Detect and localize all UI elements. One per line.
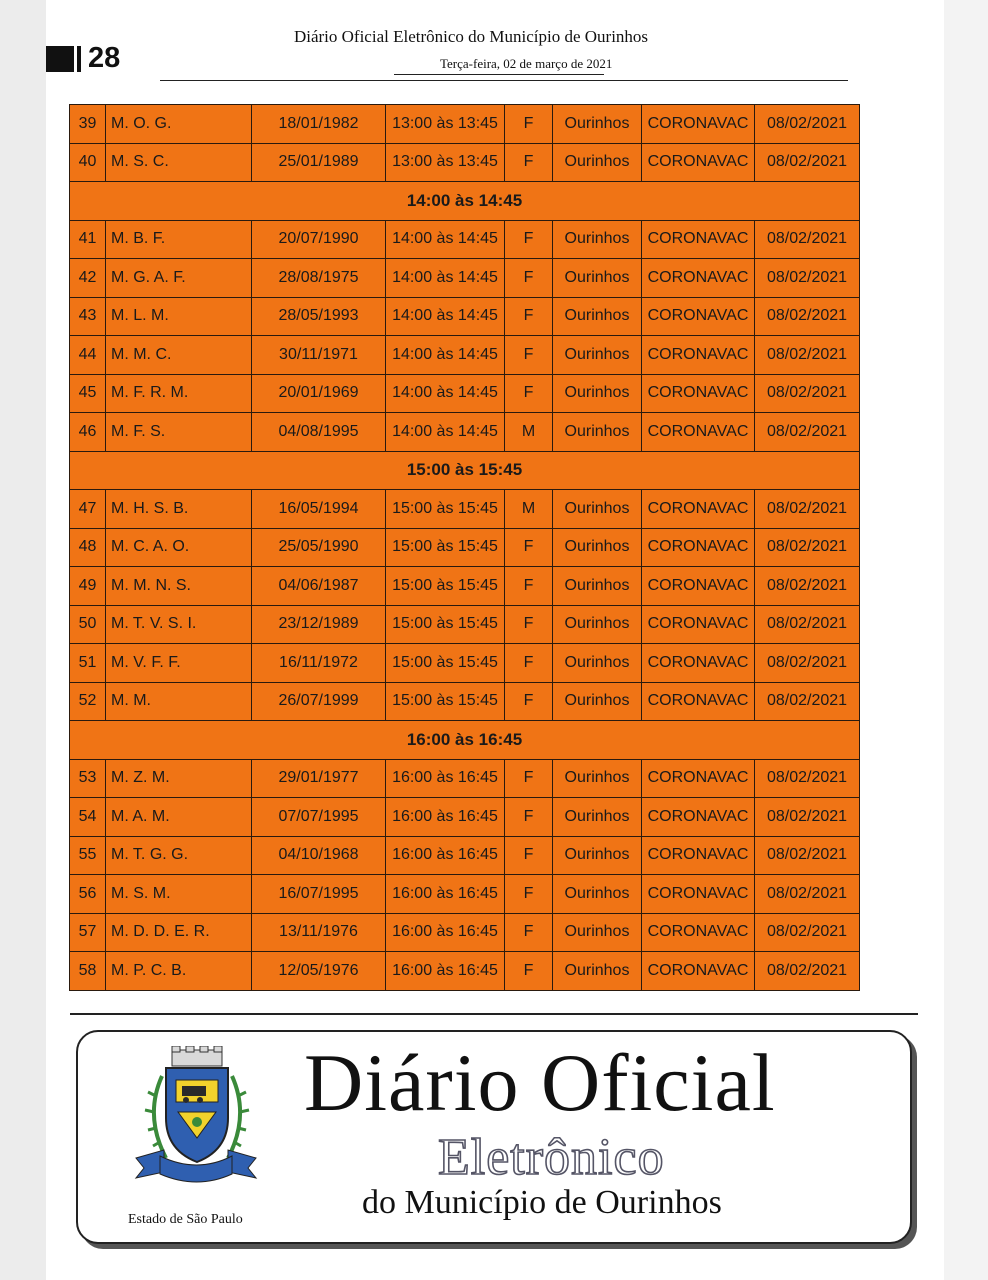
row-sex: F <box>505 528 553 567</box>
row-name: M. M. C. <box>106 336 252 375</box>
row-vaccine: CORONAVAC <box>642 297 755 336</box>
row-vaccination-date: 08/02/2021 <box>755 875 860 914</box>
row-city: Ourinhos <box>553 528 642 567</box>
row-vaccine: CORONAVAC <box>642 336 755 375</box>
row-time-slot: 14:00 às 14:45 <box>386 297 505 336</box>
row-birth-date: 23/12/1989 <box>252 605 386 644</box>
row-vaccine: CORONAVAC <box>642 682 755 721</box>
row-number: 44 <box>70 336 106 375</box>
row-number: 39 <box>70 105 106 144</box>
row-sex: M <box>505 413 553 452</box>
table-row <box>70 875 860 914</box>
row-city: Ourinhos <box>553 259 642 298</box>
table-row <box>70 143 860 182</box>
row-name: M. T. G. G. <box>106 836 252 875</box>
row-sex: F <box>505 644 553 683</box>
row-time-slot: 16:00 às 16:45 <box>386 875 505 914</box>
row-sex: F <box>505 143 553 182</box>
row-city: Ourinhos <box>553 875 642 914</box>
row-vaccine: CORONAVAC <box>642 259 755 298</box>
row-name: M. M. N. S. <box>106 567 252 606</box>
row-number: 55 <box>70 836 106 875</box>
row-vaccine: CORONAVAC <box>642 913 755 952</box>
row-birth-date: 20/01/1969 <box>252 374 386 413</box>
table-row <box>70 913 860 952</box>
row-name: M. A. M. <box>106 798 252 837</box>
row-sex: F <box>505 798 553 837</box>
row-vaccination-date: 08/02/2021 <box>755 567 860 606</box>
row-city: Ourinhos <box>553 297 642 336</box>
row-sex: F <box>505 952 553 991</box>
row-vaccine: CORONAVAC <box>642 798 755 837</box>
row-number: 43 <box>70 297 106 336</box>
row-name: M. B. F. <box>106 220 252 259</box>
row-city: Ourinhos <box>553 336 642 375</box>
row-time-slot: 16:00 às 16:45 <box>386 836 505 875</box>
row-time-slot: 15:00 às 15:45 <box>386 605 505 644</box>
table-row <box>70 259 860 298</box>
row-time-slot: 13:00 às 13:45 <box>386 143 505 182</box>
row-sex: F <box>505 836 553 875</box>
row-birth-date: 20/07/1990 <box>252 220 386 259</box>
row-sex: F <box>505 220 553 259</box>
row-name: M. F. R. M. <box>106 374 252 413</box>
page-number-marker <box>46 46 74 72</box>
row-number: 45 <box>70 374 106 413</box>
table-row <box>70 528 860 567</box>
row-sex: F <box>505 605 553 644</box>
row-city: Ourinhos <box>553 143 642 182</box>
row-birth-date: 25/01/1989 <box>252 143 386 182</box>
row-name: M. S. M. <box>106 875 252 914</box>
row-city: Ourinhos <box>553 952 642 991</box>
row-name: M. F. S. <box>106 413 252 452</box>
row-vaccine: CORONAVAC <box>642 836 755 875</box>
row-number: 58 <box>70 952 106 991</box>
row-time-slot: 14:00 às 14:45 <box>386 374 505 413</box>
row-vaccination-date: 08/02/2021 <box>755 220 860 259</box>
row-birth-date: 28/08/1975 <box>252 259 386 298</box>
row-sex: F <box>505 567 553 606</box>
row-city: Ourinhos <box>553 567 642 606</box>
row-name: M. C. A. O. <box>106 528 252 567</box>
row-birth-date: 04/06/1987 <box>252 567 386 606</box>
viewer-margin <box>944 0 988 1280</box>
row-sex: F <box>505 913 553 952</box>
row-city: Ourinhos <box>553 682 642 721</box>
row-number: 54 <box>70 798 106 837</box>
time-slot-section-row <box>70 182 860 221</box>
row-vaccination-date: 08/02/2021 <box>755 913 860 952</box>
row-vaccination-date: 08/02/2021 <box>755 644 860 683</box>
masthead-municipality: do Município de Ourinhos <box>362 1184 722 1221</box>
row-time-slot: 14:00 às 14:45 <box>386 220 505 259</box>
row-number: 56 <box>70 875 106 914</box>
row-vaccination-date: 08/02/2021 <box>755 336 860 375</box>
row-vaccine: CORONAVAC <box>642 374 755 413</box>
row-number: 53 <box>70 759 106 798</box>
row-vaccine: CORONAVAC <box>642 413 755 452</box>
table-row <box>70 220 860 259</box>
row-vaccine: CORONAVAC <box>642 952 755 991</box>
row-name: M. D. D. E. R. <box>106 913 252 952</box>
table-row <box>70 374 860 413</box>
row-number: 47 <box>70 490 106 529</box>
table-row <box>70 105 860 144</box>
masthead-subtitle: Eletrônico <box>438 1129 665 1186</box>
row-city: Ourinhos <box>553 644 642 683</box>
time-slot-section-label: 15:00 às 15:45 <box>70 451 860 490</box>
row-birth-date: 16/11/1972 <box>252 644 386 683</box>
row-city: Ourinhos <box>553 413 642 452</box>
row-number: 52 <box>70 682 106 721</box>
row-vaccine: CORONAVAC <box>642 644 755 683</box>
row-birth-date: 16/05/1994 <box>252 490 386 529</box>
header-date-rule <box>394 74 604 75</box>
row-birth-date: 30/11/1971 <box>252 336 386 375</box>
row-city: Ourinhos <box>553 374 642 413</box>
row-city: Ourinhos <box>553 759 642 798</box>
footer-separator <box>70 1013 918 1015</box>
row-vaccination-date: 08/02/2021 <box>755 605 860 644</box>
row-vaccination-date: 08/02/2021 <box>755 528 860 567</box>
row-time-slot: 16:00 às 16:45 <box>386 798 505 837</box>
row-vaccination-date: 08/02/2021 <box>755 682 860 721</box>
row-sex: F <box>505 875 553 914</box>
table-row <box>70 567 860 606</box>
row-name: M. T. V. S. I. <box>106 605 252 644</box>
row-birth-date: 26/07/1999 <box>252 682 386 721</box>
table-row <box>70 798 860 837</box>
row-name: M. O. G. <box>106 105 252 144</box>
row-time-slot: 15:00 às 15:45 <box>386 682 505 721</box>
row-name: M. G. A. F. <box>106 259 252 298</box>
row-name: M. V. F. F. <box>106 644 252 683</box>
row-time-slot: 14:00 às 14:45 <box>386 336 505 375</box>
row-name: M. H. S. B. <box>106 490 252 529</box>
row-name: M. P. C. B. <box>106 952 252 991</box>
row-sex: F <box>505 259 553 298</box>
row-sex: F <box>505 336 553 375</box>
table-row <box>70 297 860 336</box>
row-vaccination-date: 08/02/2021 <box>755 374 860 413</box>
row-number: 49 <box>70 567 106 606</box>
row-vaccination-date: 08/02/2021 <box>755 798 860 837</box>
row-vaccine: CORONAVAC <box>642 105 755 144</box>
page-number-bar <box>77 46 81 72</box>
row-vaccine: CORONAVAC <box>642 759 755 798</box>
document-page <box>46 0 944 1280</box>
row-name: M. Z. M. <box>106 759 252 798</box>
row-city: Ourinhos <box>553 105 642 144</box>
row-vaccination-date: 08/02/2021 <box>755 759 860 798</box>
row-vaccination-date: 08/02/2021 <box>755 297 860 336</box>
row-time-slot: 14:00 às 14:45 <box>386 413 505 452</box>
row-vaccination-date: 08/02/2021 <box>755 836 860 875</box>
row-birth-date: 16/07/1995 <box>252 875 386 914</box>
row-city: Ourinhos <box>553 220 642 259</box>
row-vaccination-date: 08/02/2021 <box>755 259 860 298</box>
row-number: 42 <box>70 259 106 298</box>
row-number: 40 <box>70 143 106 182</box>
row-sex: M <box>505 490 553 529</box>
row-birth-date: 04/08/1995 <box>252 413 386 452</box>
row-birth-date: 12/05/1976 <box>252 952 386 991</box>
row-birth-date: 04/10/1968 <box>252 836 386 875</box>
page-number: 28 <box>88 42 121 74</box>
row-birth-date: 13/11/1976 <box>252 913 386 952</box>
row-name: M. M. <box>106 682 252 721</box>
table-row <box>70 336 860 375</box>
row-number: 46 <box>70 413 106 452</box>
row-vaccination-date: 08/02/2021 <box>755 952 860 991</box>
row-vaccine: CORONAVAC <box>642 143 755 182</box>
row-city: Ourinhos <box>553 913 642 952</box>
row-time-slot: 14:00 às 14:45 <box>386 259 505 298</box>
row-time-slot: 15:00 às 15:45 <box>386 528 505 567</box>
row-time-slot: 15:00 às 15:45 <box>386 490 505 529</box>
table-row <box>70 644 860 683</box>
table-row <box>70 413 860 452</box>
row-time-slot: 13:00 às 13:45 <box>386 105 505 144</box>
row-city: Ourinhos <box>553 836 642 875</box>
row-vaccine: CORONAVAC <box>642 528 755 567</box>
row-number: 41 <box>70 220 106 259</box>
header-title: Diário Oficial Eletrônico do Município de Ourinhos <box>293 27 649 46</box>
row-vaccination-date: 08/02/2021 <box>755 143 860 182</box>
state-label: Estado de São Paulo <box>128 1212 243 1227</box>
row-vaccination-date: 08/02/2021 <box>755 413 860 452</box>
municipal-coat-of-arms-icon <box>116 1046 276 1186</box>
row-number: 50 <box>70 605 106 644</box>
row-sex: F <box>505 374 553 413</box>
header-date: Terça-feira, 02 de março de 2021 <box>440 56 613 71</box>
table-row <box>70 490 860 529</box>
time-slot-section-row <box>70 451 860 490</box>
row-number: 51 <box>70 644 106 683</box>
row-city: Ourinhos <box>553 490 642 529</box>
row-vaccine: CORONAVAC <box>642 875 755 914</box>
row-city: Ourinhos <box>553 605 642 644</box>
table-row <box>70 952 860 991</box>
time-slot-section-label: 16:00 às 16:45 <box>70 721 860 760</box>
row-birth-date: 07/07/1995 <box>252 798 386 837</box>
table-row <box>70 605 860 644</box>
row-birth-date: 29/01/1977 <box>252 759 386 798</box>
row-vaccine: CORONAVAC <box>642 220 755 259</box>
row-sex: F <box>505 682 553 721</box>
row-time-slot: 15:00 às 15:45 <box>386 644 505 683</box>
table-row <box>70 836 860 875</box>
row-time-slot: 16:00 às 16:45 <box>386 913 505 952</box>
row-vaccination-date: 08/02/2021 <box>755 490 860 529</box>
row-vaccine: CORONAVAC <box>642 605 755 644</box>
row-time-slot: 15:00 às 15:45 <box>386 567 505 606</box>
row-birth-date: 28/05/1993 <box>252 297 386 336</box>
row-number: 48 <box>70 528 106 567</box>
table-row <box>70 759 860 798</box>
row-name: M. L. M. <box>106 297 252 336</box>
table-row <box>70 682 860 721</box>
header-rule <box>160 80 848 81</box>
time-slot-section-row <box>70 721 860 760</box>
vaccination-table <box>69 104 860 991</box>
row-sex: F <box>505 105 553 144</box>
row-time-slot: 16:00 às 16:45 <box>386 952 505 991</box>
vaccination-table-body <box>70 105 860 991</box>
time-slot-section-label: 14:00 às 14:45 <box>70 182 860 221</box>
row-vaccination-date: 08/02/2021 <box>755 105 860 144</box>
row-vaccine: CORONAVAC <box>642 567 755 606</box>
row-birth-date: 18/01/1982 <box>252 105 386 144</box>
masthead-title: Diário Oficial <box>304 1037 776 1128</box>
row-name: M. S. C. <box>106 143 252 182</box>
row-birth-date: 25/05/1990 <box>252 528 386 567</box>
row-number: 57 <box>70 913 106 952</box>
row-time-slot: 16:00 às 16:45 <box>386 759 505 798</box>
row-city: Ourinhos <box>553 798 642 837</box>
row-sex: F <box>505 759 553 798</box>
row-vaccine: CORONAVAC <box>642 490 755 529</box>
row-sex: F <box>505 297 553 336</box>
